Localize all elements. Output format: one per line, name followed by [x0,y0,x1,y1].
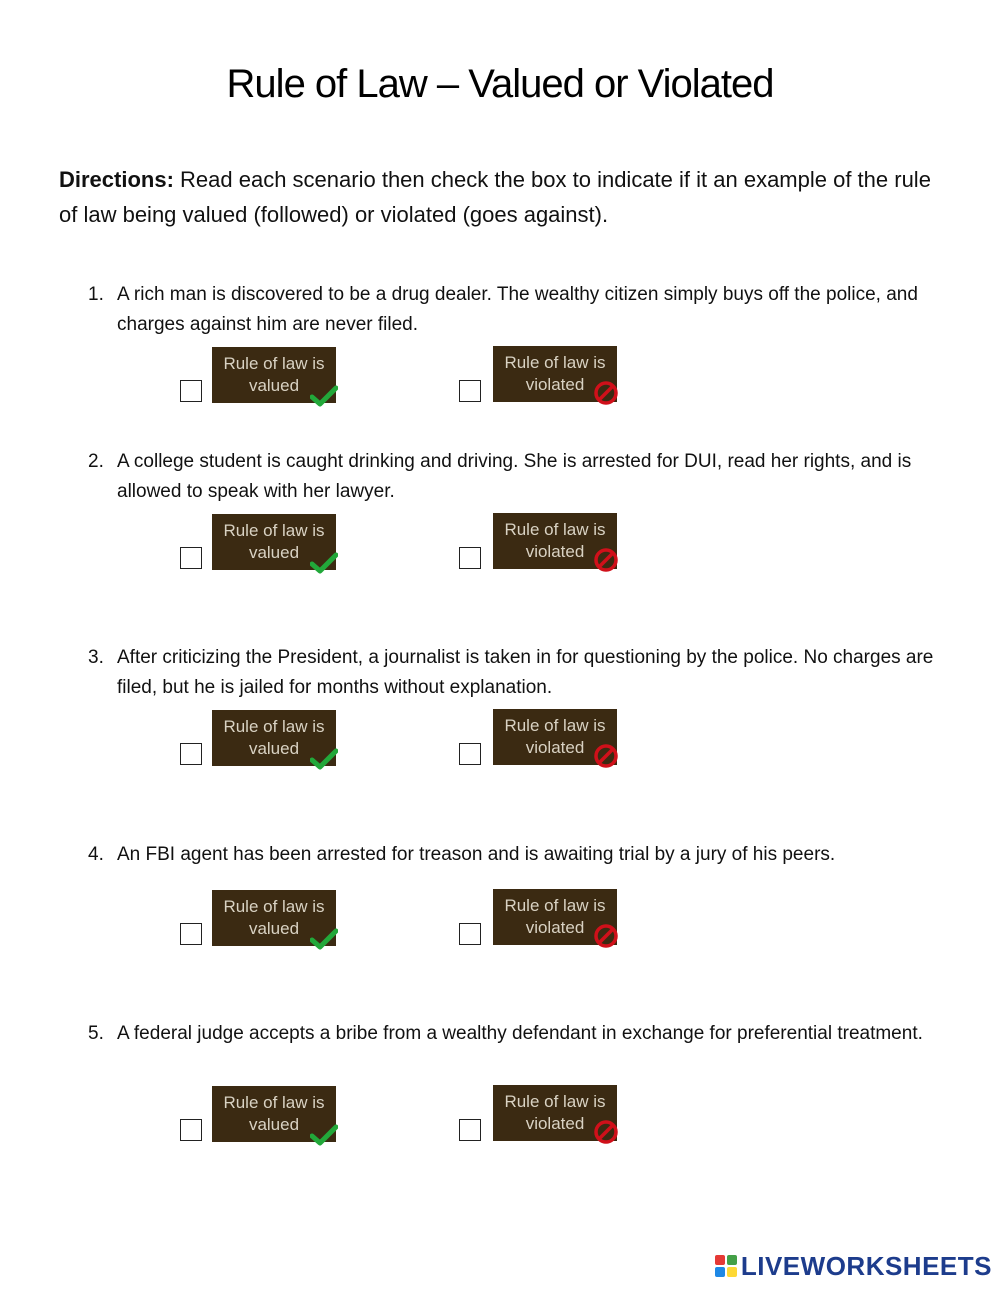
page-title: Rule of Law – Valued or Violated [226,62,774,106]
valued-badge-line1: Rule of law is [223,1093,325,1112]
valued-badge-line1: Rule of law is [223,717,325,736]
question-2 [0,447,1000,607]
green-check-icon [310,1124,338,1146]
no-symbol-icon [593,923,619,949]
valued-badge [212,347,336,403]
green-check-icon [310,552,338,574]
violated-badge-line2: violated [525,738,585,757]
violated-badge-line2: violated [525,542,585,561]
violated-checkbox[interactable] [459,547,481,569]
question-text: An FBI agent has been arrested for treason and is awaiting trial by a jury of his peers. [117,844,836,865]
directions-text: Read each scenario then check the box to indicate if it an example of the rule of law being valued (followed) or violated (goes against). [59,167,931,227]
valued-badge-line2: valued [248,739,300,758]
valued-badge-line2: valued [248,376,300,395]
valued-badge-line2: valued [248,919,300,938]
valued-badge [212,710,336,766]
question-text: A federal judge accepts a bribe from a wealthy defendant in exchange for preferential treatment. [117,1023,923,1044]
violated-checkbox[interactable] [459,923,481,945]
valued-badge [212,514,336,570]
green-check-icon [310,928,338,950]
valued-checkbox[interactable] [180,1119,202,1141]
violated-badge [493,889,617,945]
valued-badge-line2: valued [248,1115,300,1134]
question-number: 3. [88,647,104,668]
question-number: 5. [88,1023,104,1044]
violated-badge-line2: violated [525,375,585,394]
question-number: 2. [88,451,104,472]
valued-checkbox[interactable] [180,743,202,765]
no-symbol-icon [593,1119,619,1145]
violated-badge-line1: Rule of law is [504,520,606,539]
no-symbol-icon [593,380,619,406]
question-1 [0,280,1000,440]
valued-badge-line1: Rule of law is [223,521,325,540]
directions [59,162,939,232]
violated-badge [493,513,617,569]
violated-badge-line1: Rule of law is [504,353,606,372]
logo-text: LIVEWORKSHEETS [740,1250,992,1281]
violated-badge [493,1085,617,1141]
violated-badge-line1: Rule of law is [504,716,606,735]
violated-badge-line2: violated [525,1114,585,1133]
violated-badge-line1: Rule of law is [504,1092,606,1111]
valued-badge [212,890,336,946]
question-5 [0,1019,1000,1179]
violated-checkbox[interactable] [459,380,481,402]
green-check-icon [310,385,338,407]
valued-badge-line1: Rule of law is [223,354,325,373]
liveworksheets-logo [715,1249,992,1283]
valued-badge [212,1086,336,1142]
valued-badge-line1: Rule of law is [223,897,325,916]
violated-checkbox[interactable] [459,743,481,765]
question-number: 1. [88,284,104,305]
no-symbol-icon [593,743,619,769]
valued-checkbox[interactable] [180,547,202,569]
violated-badge [493,709,617,765]
question-text: After criticizing the President, a journalist is taken in for questioning by the police. No charges are filed, but he is jailed for months without explanation. [117,647,934,698]
valued-checkbox[interactable] [180,923,202,945]
violated-badge [493,346,617,402]
question-3 [0,643,1000,803]
logo-blocks-icon [715,1255,737,1277]
violated-badge-line2: violated [525,918,585,937]
directions-label: Directions: [59,167,174,192]
violated-badge-line1: Rule of law is [504,896,606,915]
valued-badge-line2: valued [248,543,300,562]
valued-checkbox[interactable] [180,380,202,402]
question-number: 4. [88,844,104,865]
no-symbol-icon [593,547,619,573]
question-text: A rich man is discovered to be a drug dealer. The wealthy citizen simply buys off the police, and charges against him are never filed. [117,284,918,335]
question-4 [0,840,1000,1000]
green-check-icon [310,748,338,770]
violated-checkbox[interactable] [459,1119,481,1141]
question-text: A college student is caught drinking and driving. She is arrested for DUI, read her rights, and is allowed to speak with her lawyer. [117,451,912,502]
